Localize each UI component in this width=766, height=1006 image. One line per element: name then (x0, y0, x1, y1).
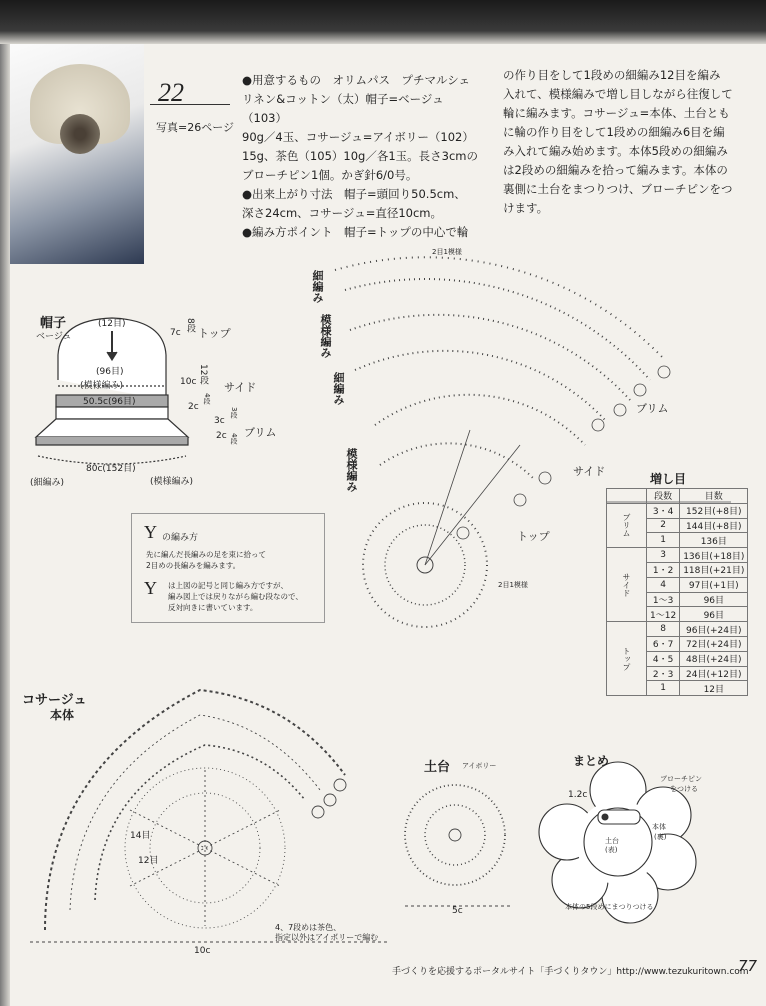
hat-side-rows-n: 12段 (198, 364, 208, 385)
table-cell: 4 (647, 577, 680, 592)
desc-line: ブローチピン1個。かぎ針6/0号。 (242, 168, 418, 182)
table-cell: 6・7 (647, 636, 680, 651)
base-chart (405, 785, 510, 906)
desc-line: 入れて、模様編みで増し目しながら往復して (503, 87, 733, 101)
corsage-note2: 指定以外はアイボリーで編む (275, 933, 379, 942)
table-cell: 136目(+18目) (680, 548, 748, 563)
finish-title: まとめ (573, 754, 610, 768)
chart-label-sc1: 細編み (311, 270, 324, 303)
table-header-row (607, 489, 748, 504)
v-stitch-reverse-icon: Y (144, 578, 157, 598)
desc-line: ●用意するもの オリムパス プチマルシェ (242, 73, 471, 87)
table-cell: 4・5 (647, 651, 680, 666)
finish-base: 土台 (605, 837, 619, 845)
explain-line: 編み図上では戻りながら編む段なので、 (168, 592, 303, 601)
base-title: 土台 (424, 760, 451, 775)
hat-bottom-left: (細編み) (30, 478, 65, 488)
pattern-number: 22 (158, 78, 184, 107)
table-cell: 1・2 (647, 562, 680, 577)
table-cell: 1〜12 (647, 607, 680, 622)
hat-title: 帽子 (40, 316, 67, 331)
base-size: 5c (452, 906, 463, 916)
hat-brim2-rows-n: 4段 (230, 433, 238, 445)
hat-crown-stitch: (模様編み) (80, 381, 124, 391)
base-color: アイボリー (462, 762, 497, 770)
stitch-explanation-box (131, 513, 325, 623)
table-cell: 3・4 (647, 503, 680, 518)
table-cell: 24目(+12目) (680, 666, 748, 681)
chart-top-label: トップ (517, 530, 550, 543)
page-number: 77 (738, 957, 758, 975)
explain-line: は上図の記号と同じ編み方ですが、 (168, 581, 288, 590)
table-cell: 8 (647, 622, 680, 637)
desc-line: 15g、茶色（105）10g／各1玉。長さ3cmの (242, 149, 478, 163)
increase-table (606, 488, 748, 696)
table-cell: 144目(+8目) (680, 518, 748, 533)
finish-note: 本体の5段めにまつりつける (565, 903, 654, 911)
finish-pin2: をつける (670, 785, 698, 793)
desc-line: けます。 (503, 201, 549, 215)
table-header-group (607, 489, 647, 504)
table-group-side: サイド (607, 548, 647, 622)
hat-side2-rows: 2c (188, 402, 199, 412)
explain-line: 反対向きに書いています。 (168, 603, 258, 612)
corsage-diameter: 10c (194, 946, 211, 956)
desc-line: 裏側に土台をまつりつけ、ブローチピンをつ (503, 182, 733, 196)
hat-side-rows: 10c (180, 377, 197, 387)
hat-color: ベージュ (36, 332, 72, 342)
explain-line: 2目めの長編みを編みます。 (146, 561, 241, 570)
hat-crown-count: (96目) (96, 367, 124, 377)
finish-base2: (表) (605, 846, 618, 854)
table-cell: 2・3 (647, 666, 680, 681)
table-cell: 97目(+1目) (680, 577, 748, 592)
corsage-subtitle: 本体 (50, 708, 75, 722)
explain-title: の編み方 (162, 533, 199, 543)
hat-brim-label: ブリム (244, 426, 277, 439)
desc-line: に輪の作り目をして1段めの細編み6目を編 (503, 125, 725, 139)
table-cell: 72目(+24目) (680, 636, 748, 651)
table-cell: 136目 (680, 533, 748, 548)
desc-line: は2段めの細編みを拾って編みます。本体の (503, 163, 728, 177)
table-cell: 96目(+24目) (680, 622, 748, 637)
corsage-title: コサージュ (22, 693, 87, 708)
finish-body2: (裏) (654, 833, 667, 841)
desc-line: 90g／4玉、コサージュ=アイボリー（102） (242, 130, 474, 144)
table-row (607, 503, 748, 518)
desc-line: み入れて編み始めます。本体5段めの細編み (503, 144, 728, 158)
table-row (607, 622, 748, 637)
finish-pin: ブローチピン (660, 775, 702, 783)
corsage-body-chart (30, 690, 390, 942)
chart-label-pat: 模様編み (319, 314, 332, 358)
chart-label-sc2: 細編み (332, 372, 345, 405)
corsage-count12: 12目 (138, 856, 159, 866)
desc-line: の作り目をして1段めの細編み12目を編み (503, 68, 721, 82)
desc-line: リネン&コットン（太）帽子=ベージュ（103） (242, 92, 444, 125)
hat-bottom-right: (模様編み) (150, 477, 194, 487)
desc-line: 輪に編みます。コサージュ=本体、土台とも (503, 106, 730, 120)
chart-side-label: サイド (573, 465, 606, 478)
hat-head-measure: 50.5c(96目) (83, 397, 136, 407)
footer-text: 手づくりを応援するポータルサイト「手づくりタウン」http://www.tezukuritown.com (392, 967, 749, 977)
hat-top-rows-n: 8段 (185, 318, 195, 333)
hat-brim-rows: 3c (214, 416, 225, 426)
finish-size: 1.2c (568, 790, 588, 800)
hat-brim-rows-n: 3段 (230, 407, 238, 419)
chart-label-pat2: 模様編み (345, 448, 358, 492)
table-cell: 48目(+24目) (680, 651, 748, 666)
table-cell: 1 (647, 681, 680, 696)
photo-reference: 写真=26ページ (156, 121, 234, 134)
hat-top-label: トップ (198, 327, 231, 340)
table-cell: 2 (647, 518, 680, 533)
table-cell: 1 (647, 533, 680, 548)
hat-brim-measure: 80c(152目) (86, 464, 136, 474)
table-group-top: トップ (607, 622, 647, 696)
finish-body: 本体 (652, 823, 666, 831)
corsage-note1: 4、7段めは茶色、 (275, 923, 342, 932)
table-header-count: 目数 (680, 489, 748, 504)
table-cell: 118目(+21目) (680, 562, 748, 577)
chart-brim-label: ブリム (636, 402, 669, 415)
table-row (607, 548, 748, 563)
v-stitch-icon: Y (144, 522, 157, 542)
table-cell: 1〜3 (647, 592, 680, 607)
desc-line: ●編み方ポイント 帽子=トップの中心で輪 (242, 225, 469, 239)
table-cell: 152目(+8目) (680, 503, 748, 518)
hat-top-count: (12目) (98, 319, 126, 329)
hat-side2-rows-n: 4段 (203, 393, 211, 405)
chart-bottom-note: 2目1模様 (498, 581, 528, 589)
table-group-brim: ブリム (607, 503, 647, 547)
table-cell: 96目 (680, 592, 748, 607)
chart-top-note: 2目1模様 (432, 248, 462, 256)
explain-line: 先に編んだ長編みの足を束に拾って (146, 550, 266, 559)
table-cell: 96目 (680, 607, 748, 622)
hat-top-rows: 7c (170, 328, 181, 338)
desc-line: 深さ24cm、コサージュ=直径10cm。 (242, 206, 442, 220)
table-header-rows: 段数 (647, 489, 680, 504)
increase-table-title: 増し目 (650, 472, 687, 486)
hat-side-label: サイド (224, 381, 257, 394)
hat-brim2-rows: 2c (216, 431, 227, 441)
desc-line: ●出来上がり寸法 帽子=頭回り50.5cm、 (242, 187, 466, 201)
corsage-count14: 14目 (130, 831, 151, 841)
table-cell: 12目 (680, 681, 748, 696)
table-cell: 3 (647, 548, 680, 563)
